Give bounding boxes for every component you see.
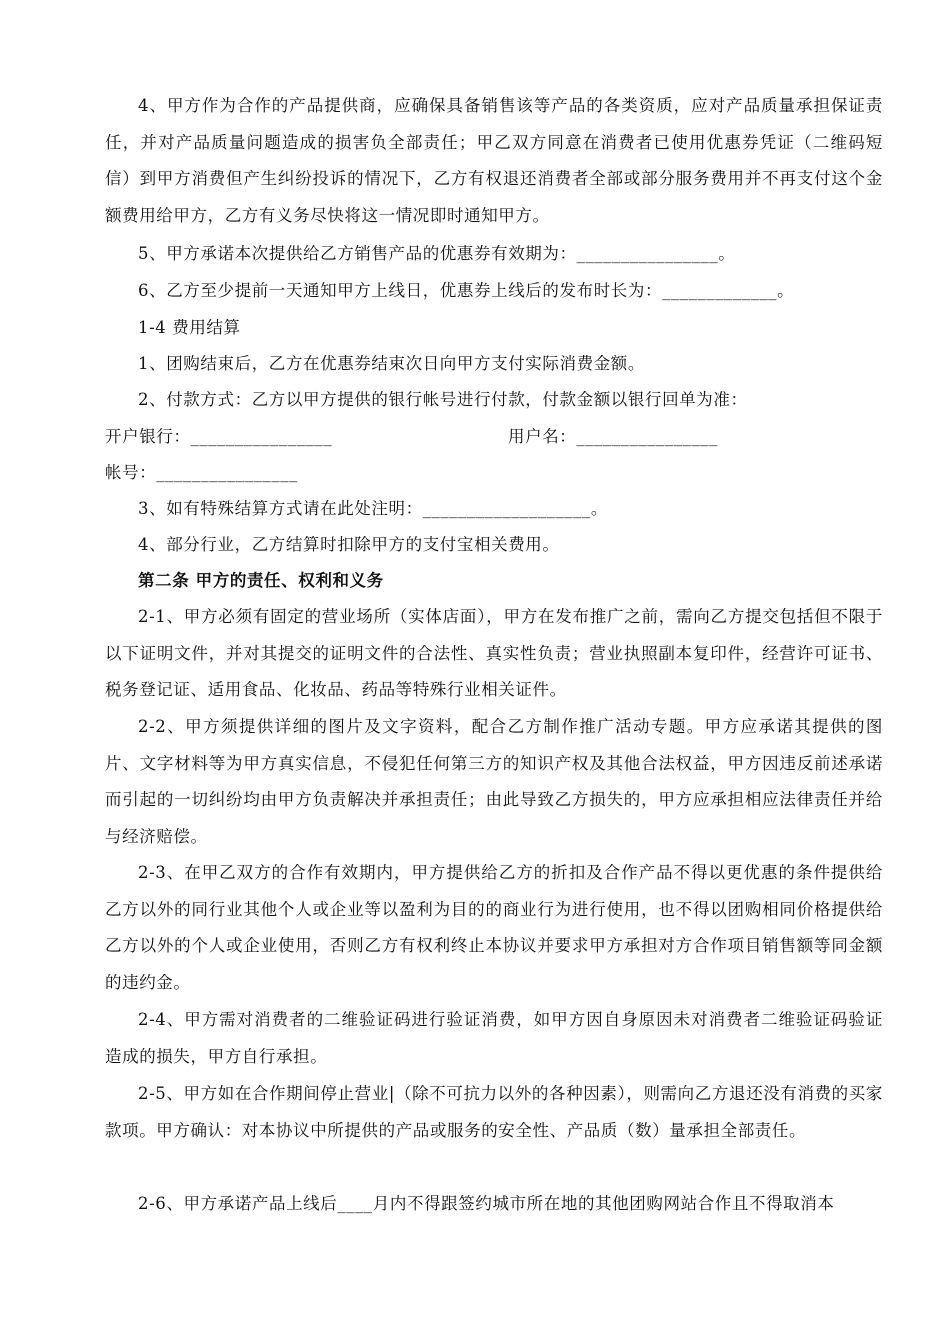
clause-1-3-item-4: 4、甲方作为合作的产品提供商，应确保具备销售该等产品的各类资质，应对产品质量承担保证责任，并对产品质量问题造成的损害负全部责任；甲乙双方同意在消费者已使用优惠券凭证（二维码短信）到甲方消费但产生纠纷投诉的情况下，乙方有权退还消费者全部或部分服务费用并不再支付这个金额费用给甲方，乙方有义务尽快将这一情况即时通知甲方。 [105, 96, 883, 225]
clause-1-4-item-1: 1、团购结束后，乙方在优惠券结束次日向甲方支付实际消费金额。 [138, 354, 645, 373]
paragraph-2-5: 2-5、甲方如在合作期间停止营业|（除不可抗力以外的各种因素），则需向乙方退还没有消费的买家款项。甲方确认：对本协议中所提供的产品或服务的安全性、产品质（数）量承担全部责任。 [105, 1084, 883, 1140]
paragraph-2-6: 2-6、甲方承诺产品上线后____月内不得跟签约城市所在地的其他团购网站合作且不得取消本 [138, 1194, 835, 1213]
clause-1-3-item-6: 6、乙方至少提前一天通知甲方上线日，优惠券上线后的发布时长为：_____________。 [138, 281, 795, 300]
clause-1-3-item-5: 5、甲方承诺本次提供给乙方销售产品的优惠券有效期为：________________。 [138, 244, 736, 263]
paragraph-2-4: 2-4、甲方需对消费者的二维验证码进行验证消费，如甲方因自身原因未对消费者二维验证码验证造成的损失，甲方自行承担。 [105, 1010, 883, 1066]
account-holder-field: 用户名：________________ [508, 427, 718, 446]
clause-1-4-item-4: 4、部分行业，乙方结算时扣除甲方的支付宝相关费用。 [138, 535, 560, 554]
clause-1-4-item-2: 2、付款方式：乙方以甲方提供的银行帐号进行付款，付款金额以银行回单为准： [138, 390, 748, 409]
paragraph-2-2: 2-2、甲方须提供详细的图片及文字资料，配合乙方制作推广活动专题。甲方应承诺其提供的图片、文字材料等为甲方真实信息，不侵犯任何第三方的知识产权及其他合法权益，甲方因违反前述承诺而引起的一切纠纷均由甲方负责解决并承担责任；由此导致乙方损失的，甲方应承担相应法律责任并给与经济赔偿。 [105, 717, 883, 846]
article-2-heading: 第二条 甲方的责任、权利和义务 [138, 571, 384, 590]
paragraph-2-1: 2-1、甲方必须有固定的营业场所（实体店面），甲方在发布推广之前，需向乙方提交包括但不限于以下证明文件，并对其提交的证明文件的合法性、真实性负责；营业执照副本复印件，经营许可证书、税务登记证、适用食品、化妆品、药品等特殊行业相关证件。 [105, 607, 883, 699]
paragraph-2-3: 2-3、在甲乙双方的合作有效期内，甲方提供给乙方的折扣及合作产品不得以更优惠的条件提供给乙方以外的同行业其他个人或企业等以盈利为目的的商业行为进行使用，也不得以团购相同价格提供给乙方以外的个人或企业使用，否则乙方有权利终止本协议并要求甲方承担对方合作项目销售额等同金额的违约金。 [105, 863, 883, 992]
clause-1-4-title: 1-4 费用结算 [138, 318, 241, 337]
bank-name-field: 开户银行：________________ [105, 427, 333, 446]
clause-1-4-item-3: 3、如有特殊结算方式请在此处注明：___________________。 [138, 499, 608, 518]
account-number-field: 帐号：________________ [105, 463, 298, 482]
